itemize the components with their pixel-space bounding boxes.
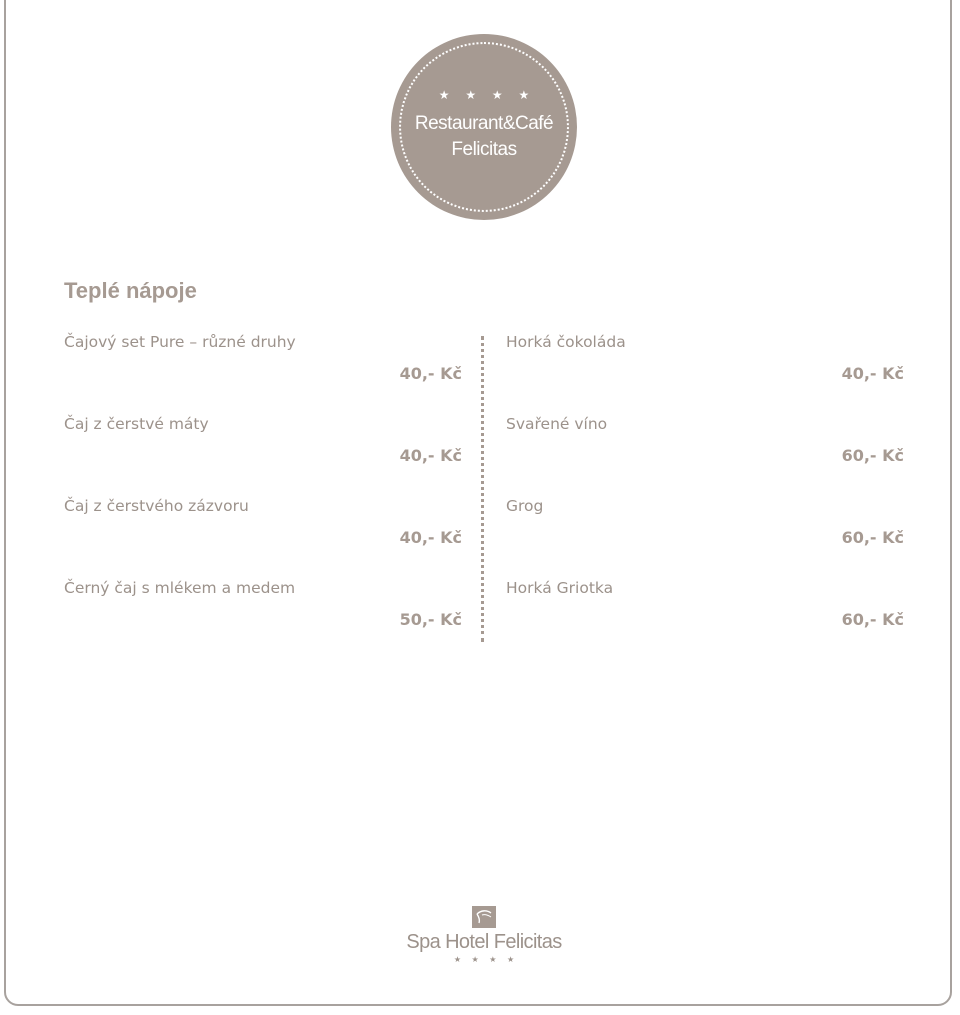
menu-item-price: 60,- Kč <box>841 528 904 547</box>
menu-item-name: Čaj z čerstvé máty <box>64 415 209 433</box>
menu-item-price: 40,- Kč <box>841 364 904 383</box>
menu-item-price: 60,- Kč <box>841 446 904 465</box>
hotel-logo-text: Spa Hotel Felicitas <box>406 931 562 953</box>
badge-restaurant-name: Restaurant&Café <box>414 113 554 134</box>
column-divider <box>481 336 484 642</box>
menu-item <box>64 415 464 497</box>
hotel-logo <box>386 904 582 966</box>
menu-item-price: 40,- Kč <box>399 446 462 465</box>
menu-item <box>506 579 906 661</box>
menu-item-price: 60,- Kč <box>841 610 904 629</box>
menu-item-price: 50,- Kč <box>399 610 462 629</box>
menu-column-left <box>64 333 464 643</box>
menu-item-name: Horká čokoláda <box>506 333 626 351</box>
menu-column-right <box>506 333 906 643</box>
menu-item <box>506 415 906 497</box>
menu-page <box>4 0 952 1006</box>
menu-item-name: Horká Griotka <box>506 579 614 597</box>
menu-item-name: Čajový set Pure – různé druhy <box>64 333 296 351</box>
menu-item <box>506 333 906 415</box>
badge-stars: ★ ★ ★ ★ <box>438 88 536 102</box>
menu-item <box>506 497 906 579</box>
menu-item-name: Černý čaj s mlékem a medem <box>64 579 296 597</box>
menu-item-name: Čaj z čerstvého zázvoru <box>64 497 249 515</box>
restaurant-badge <box>391 34 577 220</box>
menu-item-price: 40,- Kč <box>399 528 462 547</box>
menu-item-price: 40,- Kč <box>399 364 462 383</box>
menu-item <box>64 497 464 579</box>
menu-item-name: Svařené víno <box>506 415 608 433</box>
badge-restaurant-subname: Felicitas <box>451 139 517 160</box>
menu-item-name: Grog <box>506 497 544 515</box>
hotel-logo-stars: ★ ★ ★ ★ <box>453 955 519 964</box>
section-title: Teplé nápoje <box>64 278 197 303</box>
hotel-logo-icon <box>472 906 496 928</box>
menu-item <box>64 333 464 415</box>
menu-item <box>64 579 464 661</box>
